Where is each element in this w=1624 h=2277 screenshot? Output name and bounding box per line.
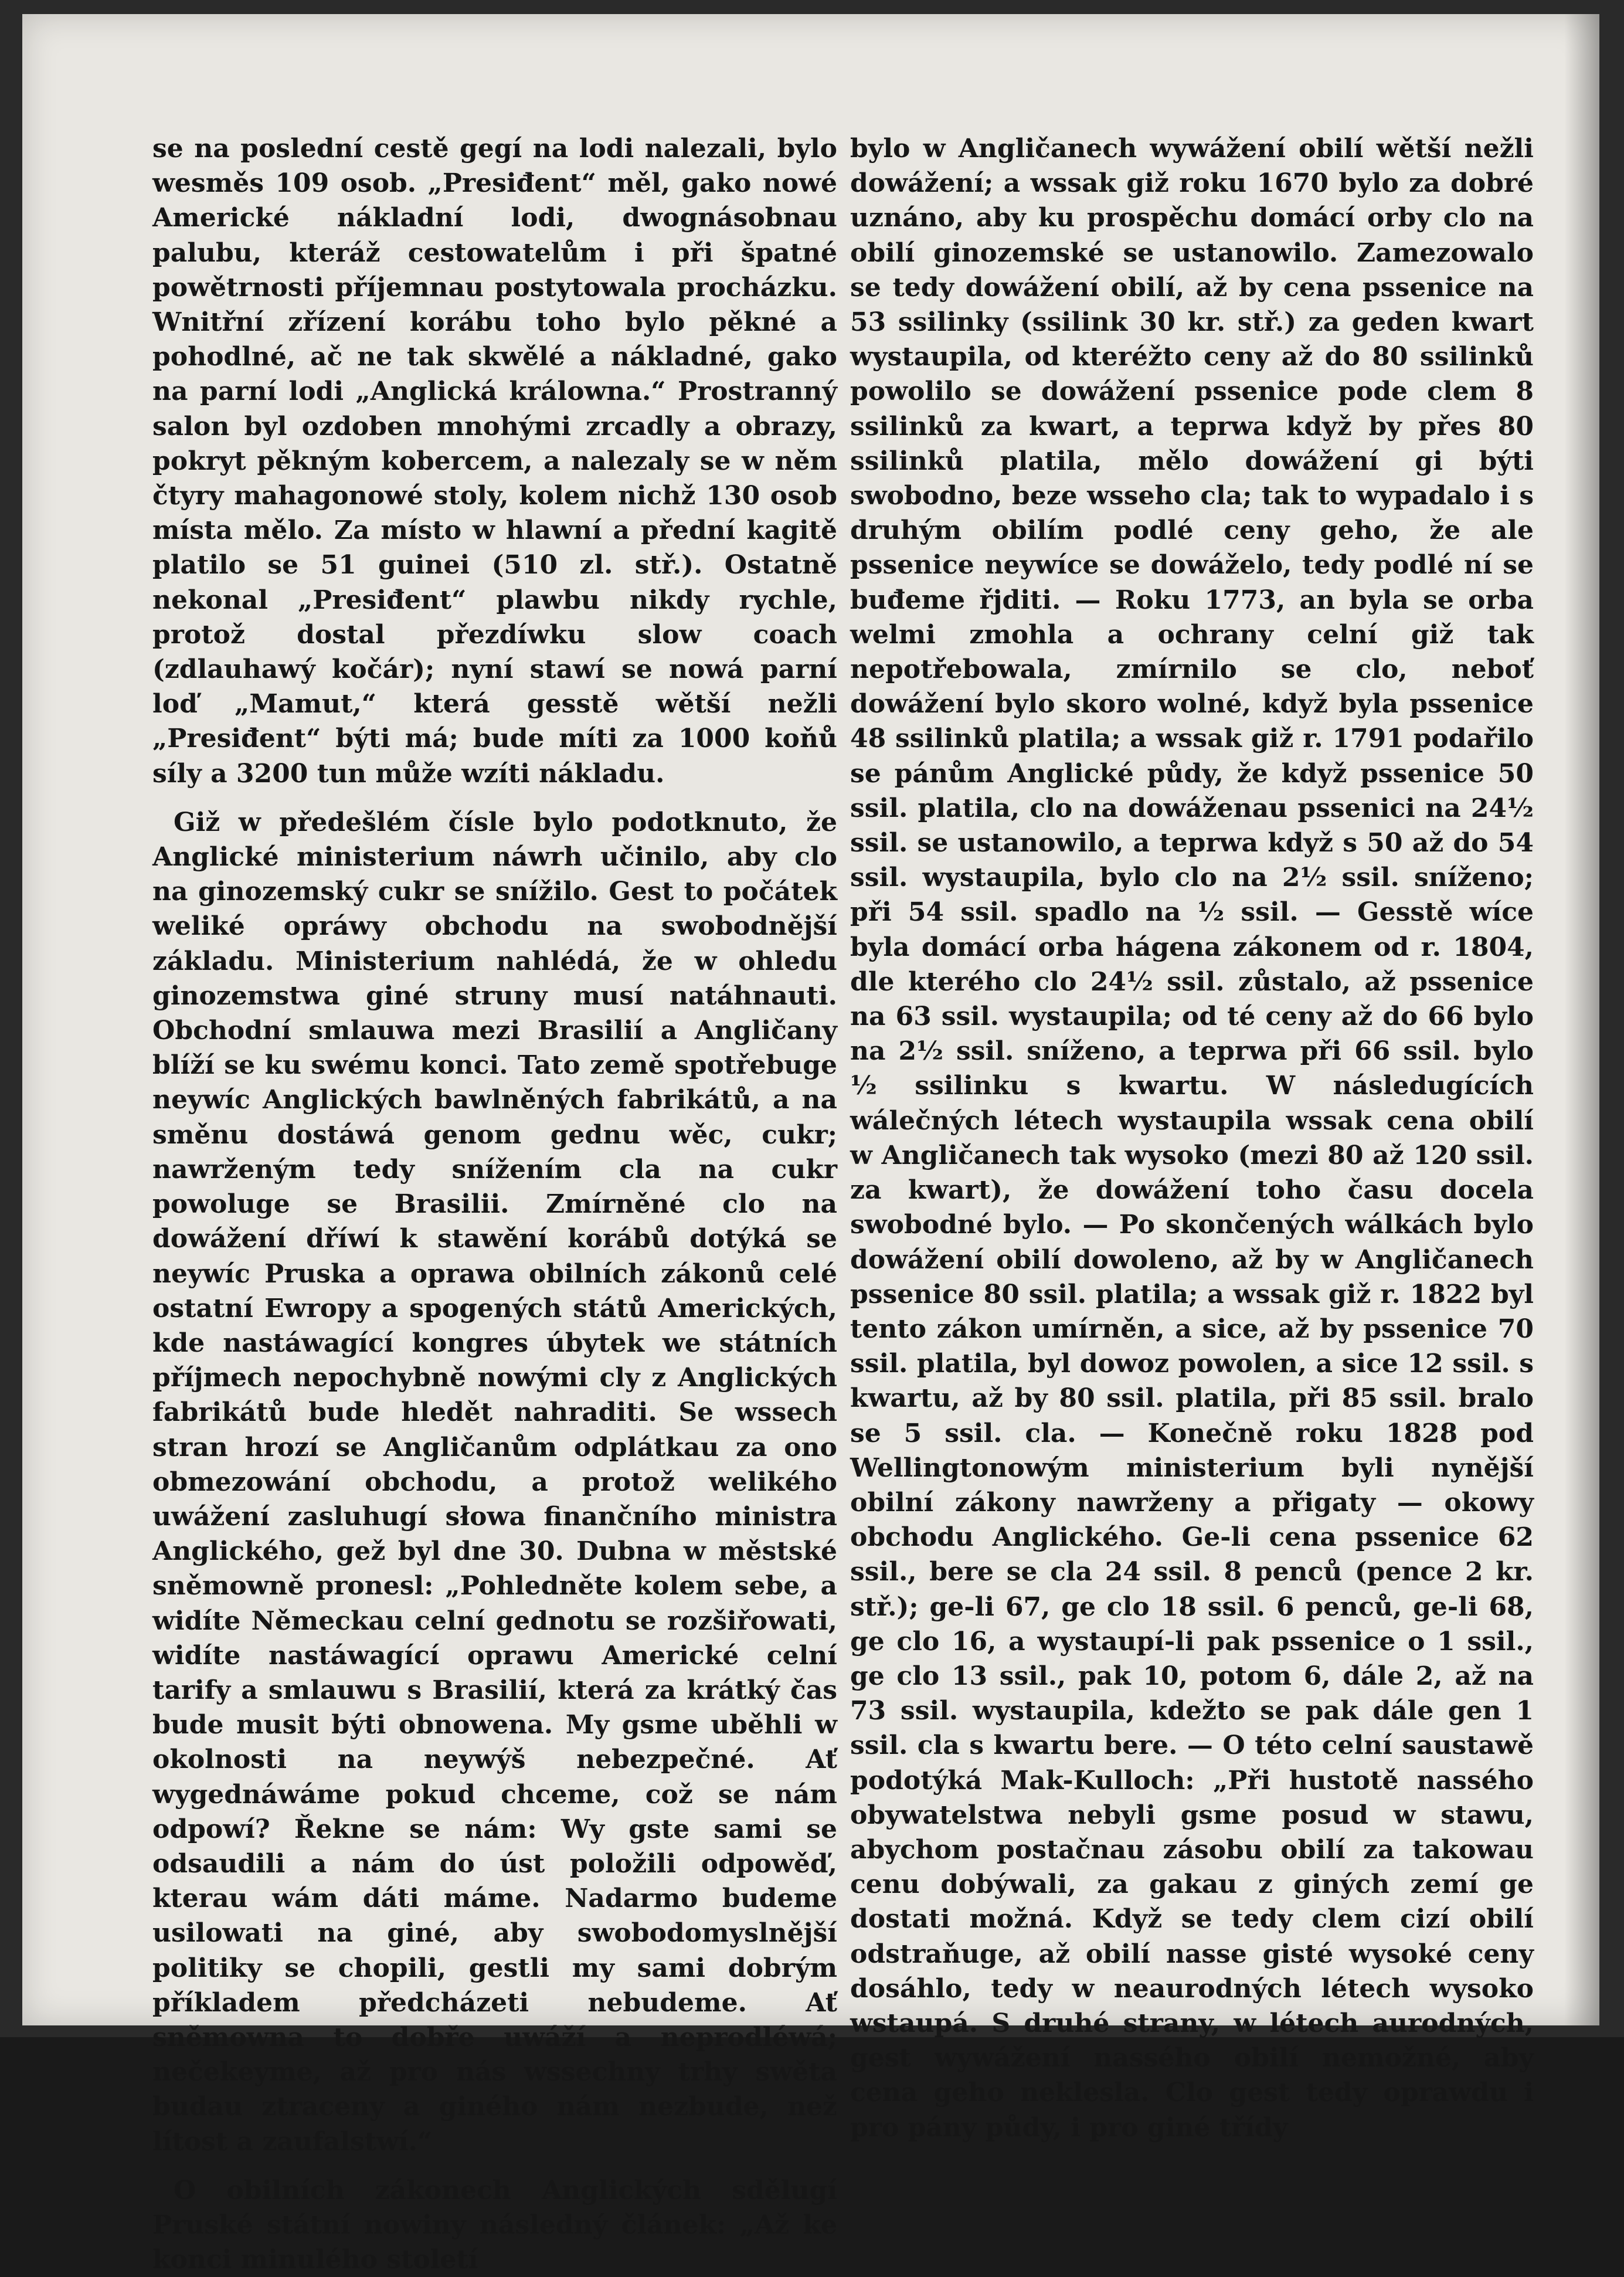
left-paragraph-1: se na poslední cestě gegí na lodi nalezali, bylo wesměs 109 osob. „Presiđent“ měl, gako nowé Americké nákladní lodi, dwognásobnau palubu, kteráž cestowatelům i při špatné powětrnosti příjemnau postytowala procházku. Wnitřní zřízení korábu toho bylo pěkné a pohodlné, ač ne tak skwělé a nákladné, gako na parní lodi „Anglická králowna.“ Prostranný salon byl ozdoben mnohými zrcadly a obrazy, pokryt pěkným kobercem, a nalezaly se w něm čtyry mahagonowé stoly, kolem nichž 130 osob místa mělo. Za místo w hlawní a přední kagitě platilo se 51 guinei (510 zl. stř.). Ostatně nekonal „Presiđent“ plawbu nikdy rychle, protož dostal přezdíwku slow coach (zdlauhawý kočár); nyní stawí se nowá parní loď „Mamut,“ která gesstě wětší nežli „Presiđent“ býti má; bude míti za 1000 koňů síly a 3200 tun může wzíti nákladu. — [152, 134, 837, 789]
right-column — [850, 131, 1534, 2145]
newspaper-page — [22, 14, 1599, 2275]
left-paragraph-3: O obilních zákonech Anglických sdělugí Pruské státní nowiny následný článek: „Až ke konci minulého století — [152, 2175, 837, 2275]
right-paragraph-1: bylo w Angličanech wywážení obilí wětší nežli dowážení; a wssak giž roku 1670 bylo za dobré uznáno, aby ku prospěchu domácí orby clo na obilí ginozemské se ustanowilo. Zamezowalo se tedy dowážení obilí, až by cena pssenice na 53 ssilinky (ssilink 30 kr. stř.) za geden kwart wystaupila, od kteréžto ceny až do 80 ssilinků powolilo se dowážení pssenice pode clem 8 ssilinků za kwart, a teprwa když by přes 80 ssilinků platila, mělo dowážení gi býti swobodno, beze wsseho cla; tak to wypadalo i s druhým obilím podlé ceny geho, že ale pssenice neywíce se dowáželo, tedy podlé ní se buđeme řjditi. — Roku 1773, an byla se orba welmi zmohla a ochrany celní giž tak nepotřebowala, zmírnilo se clo, neboť dowážení bylo skoro wolné, když byla pssenice 48 ssilinků platila; a wssak giž r. 1791 podařilo se pánům Anglické půdy, že když pssenice 50 ssil. platila, clo na dowáženau pssenici na 24½ ssil. se ustanowilo, a teprwa když s 50 až do 54 ssil. wystaupila, bylo clo na 2½ ssil. sníženo; při 54 ssil. spadlo na ½ ssil. — Gesstě wíce byla domácí orba hágena zákonem od r. 1804, dle kterého clo 24½ ssil. zůstalo, až pssenice na 63 ssil. wystaupila; od té ceny až do 66 bylo na 2½ ssil. sníženo, a teprwa při 66 ssil. bylo ½ ssilinku s kwartu. W následugících wálečných létech wystaupila wssak cena obilí w Angličanech tak wysoko (mezi 80 až 120 ssil. za kwart), že dowážení toho času docela swobodné bylo. — Po skončených wálkách bylo dowážení obilí dowoleno, až by w Angličanech pssenice 80 ssil. platila; a wssak giž r. 1822 byl tento zákon umírněn, a sice, až by pssenice 70 ssil. platila, byl dowoz powolen, a sice 12 ssil. s kwartu, až by 80 ssil. platila, při 85 ssil. bralo se 5 ssil. cla. — Konečně roku 1828 pod Wellingtonowým ministerium byli nynější obilní zákony nawrženy a přigaty — okowy obchodu Anglického. Ge-li cena pssenice 62 ssil., bere se cla 24 ssil. 8 penců (pence 2 kr. stř.); ge-li 67, ge clo 18 ssil. 6 penců, ge-li 68, ge clo 16, a wystaupí-li pak pssenice o 1 ssil., ge clo 13 ssil., pak 10, potom 6, dále 2, až na 73 ssil. wystaupila, kdežto se pak dále gen 1 ssil. cla s kwartu bere. — O této celní saustawě podotýká Mak-Kulloch: „Při hustotě nassého obywatelstwa nebyli gsme posud w stawu, abychom postačnau zásobu obilí za takowau cenu dobýwali, za gakau z giných zemí ge dostati možná. Když se tedy clem cizí obilí odstraňuge, až obilí nasse gisté wysoké ceny dosáhlo, tedy w neaurodných létech wysoko wstaupá. S druhé strany, w létech aurodných, gest wywážení nassého obilí nemožné, aby cena geho neklesla. Clo gest tedy oprawdu i pro pány půdy, i pro giné třídy — [850, 134, 1534, 2143]
left-column — [152, 131, 837, 2277]
left-paragraph-2: Giž w předešlém čísle bylo podotknuto, že Anglické ministerium náwrh učinilo, aby clo na ginozemský cukr se snížilo. Gest to počátek weliké opráwy obchodu na swobodnější základu. Ministerium nahlédá, že w ohledu ginozemstwa giné struny musí natáhnauti. Obchodní smlauwa mezi Brasilií a Angličany blíží se ku swému konci. Tato země spotřebuge neywíc Anglických bawlněných fabrikátů, a na směnu dostáwá genom gednu wěc, cukr; nawrženým tedy snížením cla na cukr powoluge se Brasilii. Zmírněné clo na dowážení dříwí k stawění korábů dotýká se neywíc Pruska a oprawa obilních zákonů celé ostatní Ewropy a spogených států Amerických, kde nastáwagící kongres úbytek we státních příjmech nepochybně nowými cly z Anglických fabrikátů bude hledět nahraditi. Se wssech stran hrozí se Angličanům odplátkau za ono obmezowání obchodu, a protož welikého uwážení zasluhugí słowa finančního ministra Anglického, gež byl dne 30. Dubna w městské sněmowně pronesl: „Pohledněte kolem sebe, a widíte Německau celní gednotu se rozšiřowati, widíte nastáwagící oprawu Americké celní tarify a smlauwu s Brasilií, která za krátký čas bude musit býti obnowena. My gsme uběhli w okolnosti na neywýš nebezpečné. Ať wygednáwáme pokud chceme, což se nám odpowí? Řekne se nám: Wy gste sami se odsaudili a nám do úst položili odpowěď, kterau wám dáti máme. Nadarmo budeme usilowati na giné, aby swobodomyslnější politiky se chopili, gestli my sami dobrým příkladem předcházeti nebudeme. Ať sněmowna to dobře uwáží a neprodléwá; nečekeyme, až pro nás wssechny trhy swěta budau ztraceny a giného nám nezbude, než lítost a zaufalstwí.“ — [152, 807, 837, 2157]
